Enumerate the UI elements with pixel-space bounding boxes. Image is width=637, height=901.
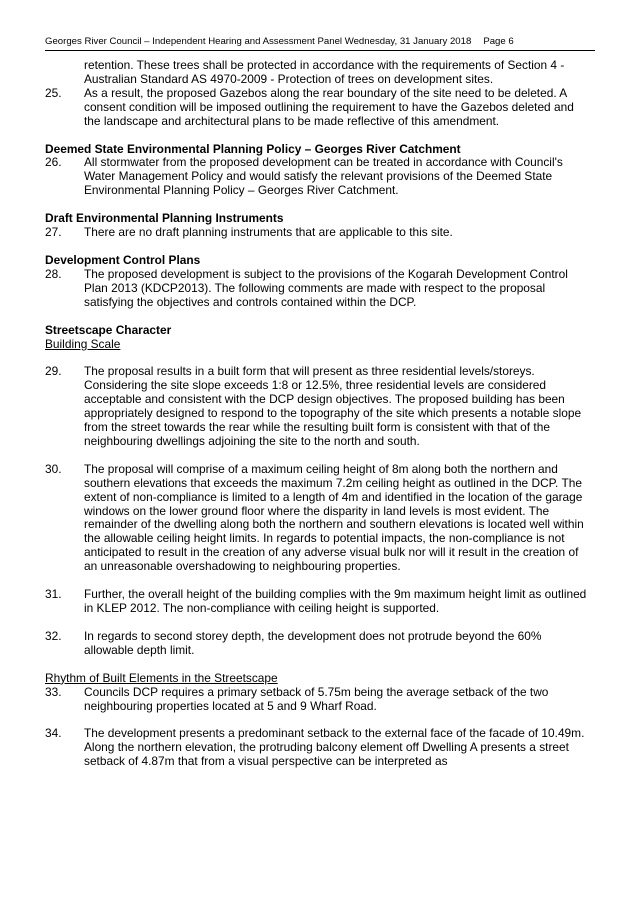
paragraph-25	[45, 87, 593, 129]
paragraph-text: As a result, the proposed Gazebos along the rear boundary of the site need to be deleted. A consent condition will be imposed outlining the requirement to have the Gazebos deleted and the landscape and architectural plans to be made reflective of this amendment.	[84, 85, 574, 128]
paragraph-text: Councils DCP requires a primary setback of 5.75m being the average setback of the two neighbouring properties located at 5 and 9 Wharf Road.	[84, 684, 549, 713]
paragraph-number: 29.	[45, 364, 62, 379]
section-heading-deemed-sepp: Deemed State Environmental Planning Policy – Georges River Catchment	[45, 141, 461, 156]
document-body	[45, 59, 593, 769]
paragraph-text: There are no draft planning instruments that are applicable to this site.	[84, 225, 453, 240]
header-title: Georges River Council – Independent Hearing and Assessment Panel Wednesday, 31 January 2018	[45, 36, 472, 47]
paragraph-text: The proposal results in a built form that will present as three residential levels/storeys. Considering the site slope exceeds 1:8 or 12.5%, three residential levels are considered acceptable and consistent with the DCP design objectives. The proposed building has been appropriately designed to respond to the topography of the site which presents a notable slope from the street towards the rear while the resulting built form is consistent with that of the neighbouring dwellings adjoining the site to the north and south.	[84, 364, 582, 448]
paragraph-text: The proposed development is subject to the provisions of the Kogarah Development Control Plan 2013 (KDCP2013). The following comments are made with respect to the proposal satisfying the objectives and controls contained within the DCP.	[84, 266, 568, 309]
paragraph-text: Further, the overall height of the building complies with the 9m maximum height limit as outlined in KLEP 2012. The non-compliance with ceiling height is supported.	[84, 587, 587, 615]
paragraph-number: 33.	[45, 684, 62, 699]
section-heading-dcp: Development Control Plans	[45, 252, 201, 267]
paragraph-number: 31.	[45, 587, 62, 602]
continuation-text: retention. These trees shall be protected in accordance with the requirements of Section 4 - Australian Standard AS 4970-2009 - Protection of trees on development sites.	[84, 58, 565, 86]
section-heading-draft-instruments: Draft Environmental Planning Instruments	[45, 211, 284, 226]
paragraph-32	[45, 630, 593, 658]
paragraph-28	[45, 268, 593, 310]
paragraph-text: The proposal will comprise of a maximum ceiling height of 8m along both the northern and southern elevations that exceeds the maximum 7.2m ceiling height as outlined in the DCP. The extent of non-compliance is limited to a length of 4m and identified in the location of the garage windows on the lower ground floor where the disparity in land levels is most evident. The remainder of the dwelling along both the northern and southern elevations is located well within the allowable ceiling height limits. In regards to potential impacts, the non-compliance is not anticipated to result in the creation of any adverse visual bulk nor will it result in the creation of an unreasonable overshadowing to neighbouring properties.	[84, 461, 584, 574]
paragraph-number: 26.	[45, 155, 62, 170]
paragraph-number: 27.	[45, 225, 62, 240]
paragraph-number: 28.	[45, 266, 62, 281]
page-header	[45, 36, 595, 51]
paragraph-34	[45, 727, 593, 769]
subheading-building-scale: Building Scale	[45, 336, 121, 351]
section-heading-streetscape: Streetscape Character	[45, 322, 172, 337]
paragraph-26	[45, 156, 593, 198]
paragraph-number: 25.	[45, 85, 62, 100]
paragraph-number: 34.	[45, 726, 62, 741]
paragraph-number: 32.	[45, 628, 62, 643]
paragraph-text: In regards to second storey depth, the development does not protrude beyond the 60% allowable depth limit.	[84, 628, 542, 657]
paragraph-number: 30.	[45, 461, 62, 476]
subheading-rhythm: Rhythm of Built Elements in the Streetscape	[45, 670, 278, 685]
paragraph-text: All stormwater from the proposed development can be treated in accordance with Council's Water Management Policy and would satisfy the relevant provisions of the Deemed State Environmental Planning Policy – Georges River Catchment.	[84, 155, 563, 198]
paragraph-30	[45, 463, 593, 574]
paragraph-31	[45, 588, 593, 616]
paragraph-29	[45, 365, 593, 448]
paragraph-text: The development presents a predominant setback to the external face of the facade of 10.49m. Along the northern elevation, the protruding balcony element off Dwelling A presents a street setback of 4.87m that from a visual perspective can be interpreted as	[84, 726, 585, 769]
paragraph-33	[45, 686, 593, 714]
paragraph-27	[45, 226, 593, 240]
header-page-number: Page 6	[483, 36, 514, 47]
